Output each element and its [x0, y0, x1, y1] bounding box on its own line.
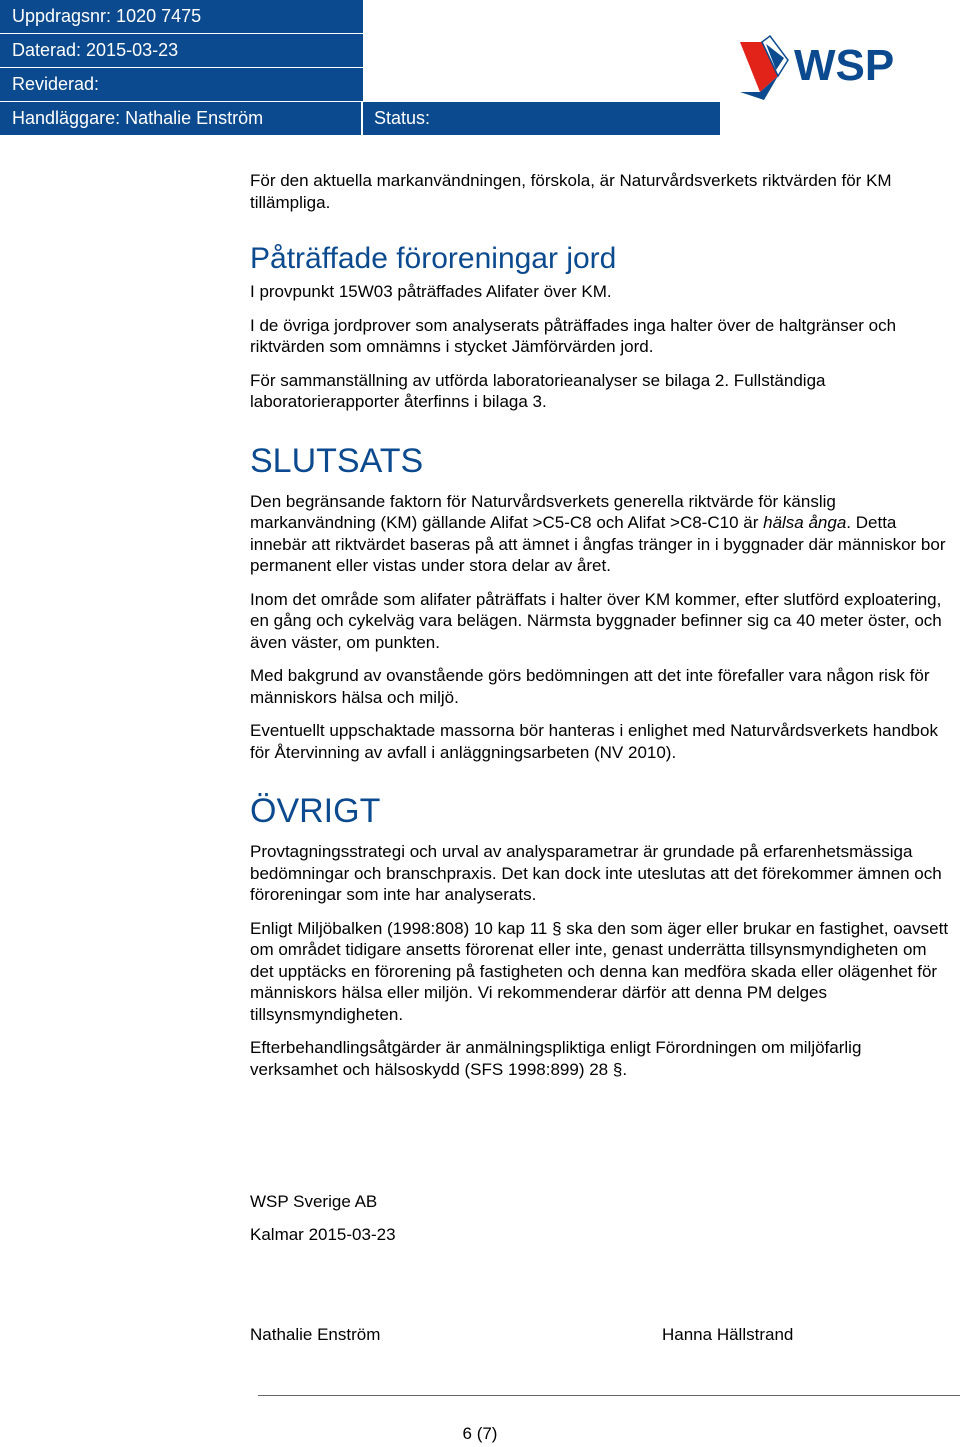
header-row-handlaggare — [0, 102, 720, 135]
paragraph-sammanstallning: För sammanställning av utförda laboratorieanalyser se bilaga 2. Fullständiga laboratorierapporter återfinns i bilaga 3. — [250, 370, 826, 411]
paragraph-provpunkt: I provpunkt 15W03 påträffades Alifater över KM. — [250, 282, 612, 301]
footer-divider — [258, 1395, 960, 1396]
section-heading-ovrigt: ÖVRIGT — [250, 792, 381, 830]
wsp-logo — [740, 30, 940, 100]
paragraph-provtagningsstrategi: Provtagningsstrategi och urval av analysparametrar är grundade på erfarenhetsmässiga bedömningar och branschpraxis. Det kan dock inte uteslutas att det förekommer ämnen och föroreningar som inte har analyserats. — [250, 842, 942, 904]
header-divider — [361, 102, 363, 135]
paragraph-begransande-faktor: Den begränsande faktorn för Naturvårdsverkets generella riktvärde för känslig markanvändning (KM) gällande Alifat >C5-C8 och Alifat >C8-C10 är hälsa ånga. Detta innebär att riktvärdet baseras på att ämnet i ångfas tränger in i byggnader där människor bor permanent eller vistas under stora delar av året. — [250, 491, 946, 575]
section-heading-jord: Påträffade föroreningar jord — [250, 242, 617, 275]
paragraph-miljobalken: Enligt Miljöbalken (1998:808) 10 kap 11 § ska den som äger eller brukar en fastighet, oavsett om området tidigare ansetts förorenat eller inte, genast underrätta tillsynsmyndigheten om det upptäcks en förorening på fastigheten och denna kan medföra skada eller olägenhet för människors hälsa eller miljön. Vi rekommenderar därför att denna PM delges tillsynsmyndigheten. — [250, 918, 949, 1024]
signature-name-1: Nathalie Enström — [250, 1325, 381, 1344]
header-row-daterad — [0, 34, 363, 67]
document-header — [0, 0, 960, 133]
intro-paragraph: För den aktuella markanvändningen, förskola, är Naturvårdsverkets riktvärden för KM tillämpliga. — [250, 171, 892, 212]
paragraph-bedomning: Med bakgrund av ovanstående görs bedömningen att det inte förefaller vara någon risk för människors hälsa och miljö. — [250, 666, 930, 707]
signature-name-2: Hanna Hällstrand — [662, 1325, 794, 1344]
header-row-reviderad — [0, 68, 363, 101]
paragraph-gang-cykelvag: Inom det område som alifater påträffats i halter över KM kommer, efter slutförd exploatering, en gång och cykelväg vara belägen. Närmsta byggnader befinner sig ca 40 meter öster, och även väster, om punkten. — [250, 589, 942, 652]
paragraph-uppschaktade-massor: Eventuellt uppschaktade massorna bör hanteras i enlighet med Naturvårdsverkets handbok för Återvinning av avfall i anläggningsarbeten (NV 2010). — [250, 721, 938, 762]
paragraph-efterbehandling: Efterbehandlingsåtgärder är anmälningspliktiga enligt Förordningen om miljöfarlig verksamhet och hälsoskydd (SFS 1998:899) 28 §. — [250, 1038, 862, 1079]
section-heading-slutsats: SLUTSATS — [250, 441, 424, 480]
signature-company: WSP Sverige AB — [250, 1192, 378, 1211]
paragraph-ovriga-jordprover: I de övriga jordprover som analyserats påträffades inga halter över de haltgränser och riktvärden som omnämns i stycket Jämförvärden jord. — [250, 315, 897, 356]
emphasis-halsa-anga: hälsa ånga — [763, 513, 847, 532]
logo-wordmark: WSP — [794, 41, 895, 90]
page-body — [250, 150, 950, 1080]
status-label: Status: — [374, 108, 431, 128]
handlaggare-label: Handläggare: Nathalie Enström — [12, 108, 264, 128]
signature-place-date: Kalmar 2015-03-23 — [250, 1225, 396, 1244]
daterad-label: Daterad: 2015-03-23 — [12, 40, 179, 60]
header-row-uppdragsnr — [0, 0, 363, 33]
uppdragsnr-label: Uppdragsnr: 1020 7475 — [12, 6, 202, 26]
page-number: 6 (7) — [462, 1424, 498, 1443]
reviderad-label: Reviderad: — [12, 74, 100, 94]
